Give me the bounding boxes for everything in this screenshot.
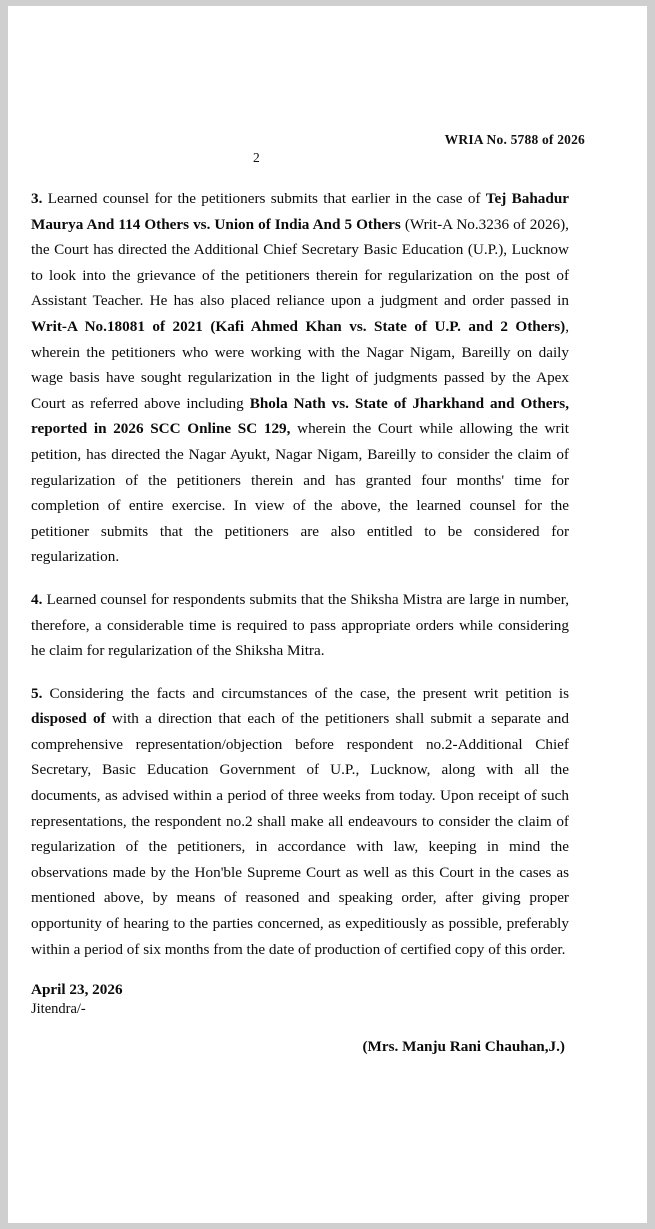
document-page <box>8 6 647 1223</box>
para-3 <box>31 186 569 570</box>
text-run-bold: 4. <box>31 590 47 608</box>
clerk-initials: Jitendra/- <box>31 1001 86 1018</box>
page-number: 2 <box>253 150 260 165</box>
text-run: Learned counsel for respondents submits that the Shiksha Mistra are large in number, therefore, a considerable time is required to pass appropriate orders while considering he claim for regularization of the Shiksha Mitra. <box>31 590 570 660</box>
text-run-bold: 3. <box>31 190 48 207</box>
text-run: wherein the Court while allowing the writ petition, has directed the Nagar Ayukt, Nagar Nigam, Bareilly to consider the claim of regularization of the petitioners therein and has granted four months' time for completion of entire exercise. In view of the above, the learned counsel for the petitioner submits that the petitioners are also entitled to be considered for regularization. <box>31 420 569 566</box>
judge-signature: (Mrs. Manju Rani Chauhan,J.) <box>362 1038 565 1056</box>
para-4 <box>31 587 569 664</box>
para-5 <box>31 681 569 963</box>
text-run: (Writ-A No.3236 of 2026), the Court has directed the Additional Chief Secretary Basic Education (U.P.), Lucknow to look into the grievance of the petitioners therein for regularization on the post of Assistant Teacher. He has also placed reliance upon a judgment and order passed in <box>31 215 569 310</box>
text-run-bold: Writ-A No.18081 of 2021 (Kafi Ahmed Khan vs. State of U.P. and 2 Others) <box>31 317 566 335</box>
page-header-case-number: WRIA No. 5788 of 2026 <box>444 132 585 147</box>
text-run-bold: Tej Bahadur Maurya And 114 Others vs. Union of India And 5 Others <box>31 190 570 233</box>
text-run: Learned counsel for the petitioners submits that earlier in the case of <box>47 190 486 207</box>
paragraph-list <box>31 186 569 962</box>
text-run: , wherein the petitioners who were working with the Nagar Nigam, Bareilly on daily wage basis have sought regularization in the light of judgments passed by the Apex Court as referred above including <box>31 317 569 412</box>
text-run-bold: disposed of <box>31 710 112 728</box>
text-run: with a direction that each of the petitioners shall submit a separate and comprehensive representation/objection before respondent no.2-Additional Chief Secretary, Basic Education Government of U.P., Lucknow, along with all the documents, as advised within a period of three weeks from today. Upon receipt of such representations, the respondent no.2 shall make all endeavours to consider the claim of regularization of the petitioners, in accordance with law, keeping in mind the observations made by the Hon'ble Supreme Court as well as this Court in the cases as mentioned above, by means of reasoned and speaking order, after giving proper opportunity of hearing to the parties concerned, as expeditiously as possible, preferably within a period of six months from the date of production of certified copy of this order. <box>31 710 569 958</box>
text-run-bold: 5. <box>31 684 50 702</box>
order-date: April 23, 2026 <box>31 981 123 999</box>
text-run: Considering the facts and circumstances of the case, the present writ petition is <box>49 684 570 702</box>
document-body <box>31 186 569 1056</box>
text-run-bold: Bhola Nath vs. State of Jharkhand and Others, reported in 2026 SCC Online SC 129, <box>31 394 569 438</box>
